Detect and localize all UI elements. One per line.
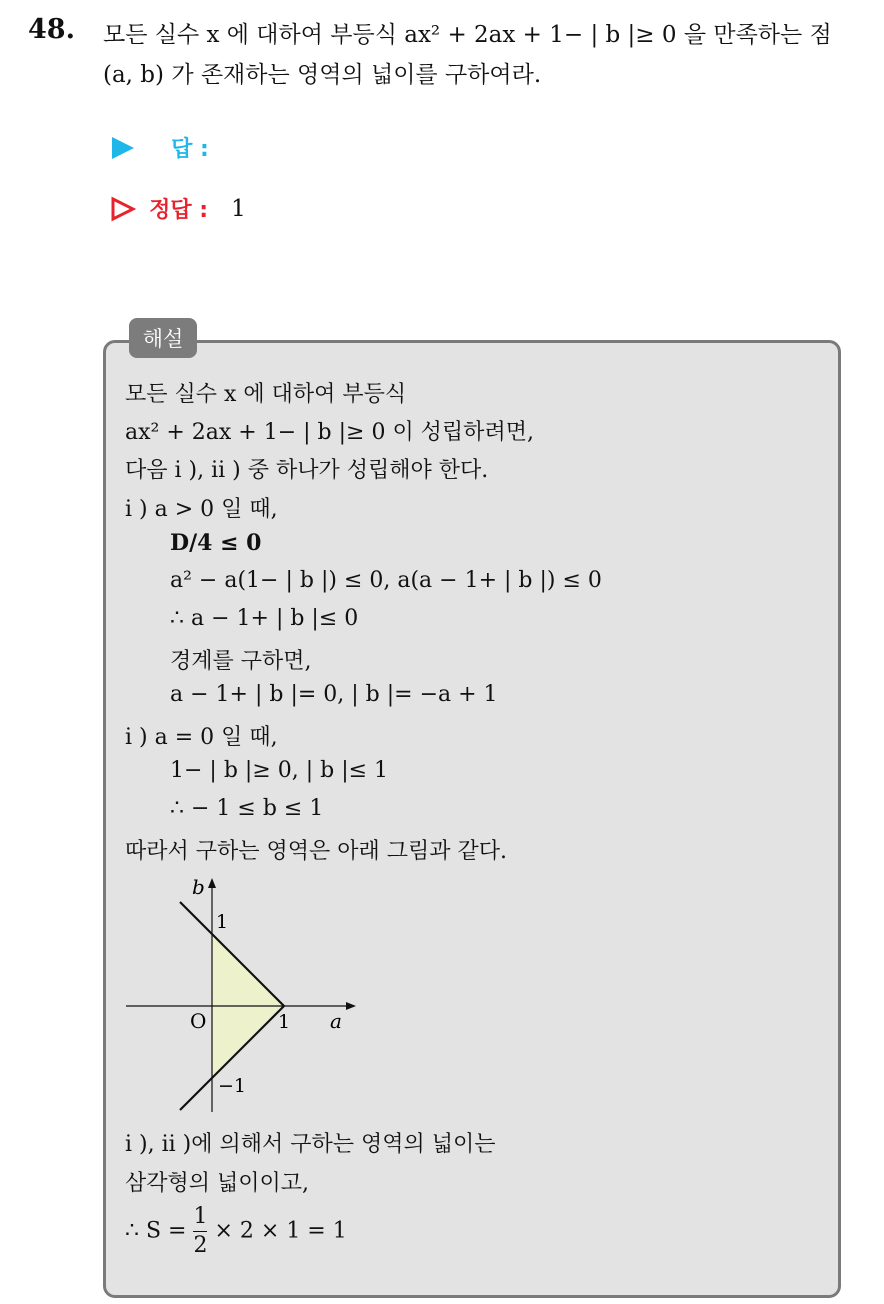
question-number: 48. xyxy=(28,14,75,45)
fraction-half xyxy=(193,1206,207,1257)
question-line-1: 모든 실수 x 에 대하여 부등식 ax² + 2ax + 1− | b |≥ 0 을 만족하는 점 xyxy=(103,22,832,48)
solution-line: i ) a = 0 일 때, xyxy=(125,725,278,750)
correct-answer-label: 정답 : xyxy=(149,198,209,223)
solution-line: 경계를 구하면, xyxy=(170,649,312,674)
solution-line: ax² + 2ax + 1− | b |≥ 0 이 성립하려면, xyxy=(125,420,534,445)
play-outline-icon xyxy=(110,196,136,222)
correct-answer-row xyxy=(110,193,246,223)
answer-label: 답 : xyxy=(171,137,209,162)
final-suffix: × 2 × 1 = 1 xyxy=(207,1218,347,1244)
fraction-numerator: 1 xyxy=(193,1204,208,1229)
solution-line: ∴ a − 1+ | b |≤ 0 xyxy=(170,606,359,631)
solution-line: ∴ − 1 ≤ b ≤ 1 xyxy=(170,796,324,821)
b-axis-label: b xyxy=(192,875,205,899)
final-prefix: ∴ S = xyxy=(125,1218,194,1244)
question-line-2: (a, b) 가 존재하는 영역의 넓이를 구하여라. xyxy=(103,62,542,88)
a-axis-arrow xyxy=(346,1002,356,1010)
play-icon xyxy=(110,135,136,161)
region-graph xyxy=(110,872,370,1120)
solution-tab: 해설 xyxy=(129,318,197,358)
tick-label-a-1: 1 xyxy=(278,1011,291,1033)
final-equation xyxy=(125,1206,347,1257)
solution-line: D/4 ≤ 0 xyxy=(170,530,262,556)
tick-label-b-neg1: −1 xyxy=(218,1075,247,1097)
solution-line: 1− | b |≥ 0, | b |≤ 1 xyxy=(170,758,389,783)
solution-line: 다음 i ), ii ) 중 하나가 성립해야 한다. xyxy=(125,458,489,483)
solution-line: 따라서 구하는 영역은 아래 그림과 같다. xyxy=(125,839,507,864)
solution-line: 모든 실수 x 에 대하여 부등식 xyxy=(125,382,407,407)
solution-line: i ), ii )에 의해서 구하는 영역의 넓이는 xyxy=(125,1132,496,1157)
solution-line: a² − a(1− | b |) ≤ 0, a(a − 1+ | b |) ≤ 0 xyxy=(170,568,602,593)
a-axis-label: a xyxy=(330,1009,342,1033)
correct-answer-value: 1 xyxy=(231,195,246,222)
answer-row xyxy=(110,132,209,162)
tick-label-b-1: 1 xyxy=(216,911,229,933)
origin-label: O xyxy=(190,1009,207,1033)
solution-line: a − 1+ | b |= 0, | b |= −a + 1 xyxy=(170,682,498,707)
fraction-denominator: 2 xyxy=(193,1233,208,1258)
solution-line: 삼각형의 넓이이고, xyxy=(125,1171,310,1196)
b-axis-arrow xyxy=(208,878,216,888)
solution-line: i ) a > 0 일 때, xyxy=(125,497,278,522)
